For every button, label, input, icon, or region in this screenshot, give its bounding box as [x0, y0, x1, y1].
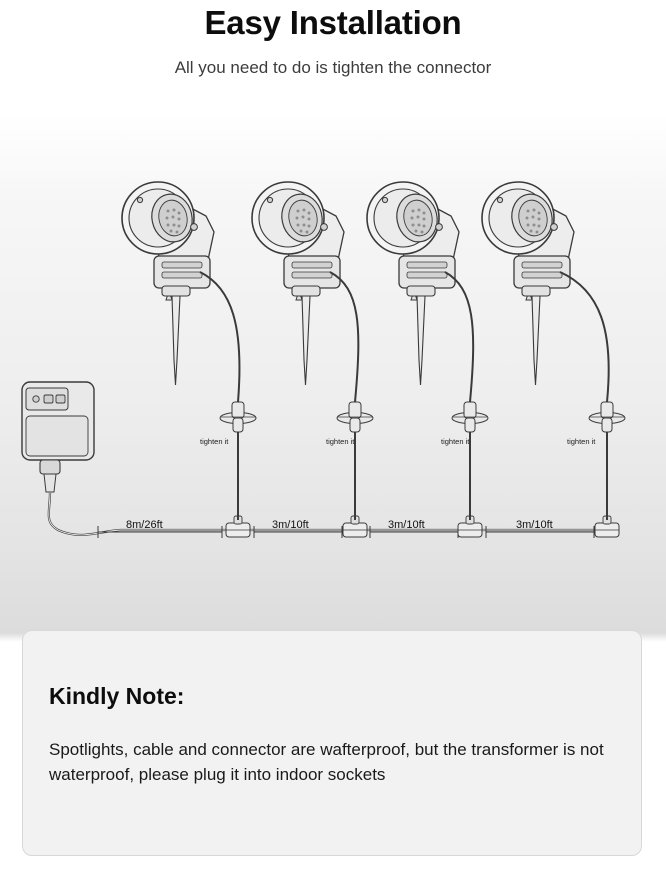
- waterproof-connector-2: [337, 402, 373, 432]
- note-title: Kindly Note:: [49, 683, 185, 709]
- waterproof-connector-1: [220, 402, 256, 432]
- distance-label-1: 8m/26ft: [126, 519, 163, 531]
- connector-label-2: tighten it: [326, 437, 355, 446]
- kindly-note-box: [22, 630, 642, 856]
- spotlight-3: [367, 182, 459, 385]
- distance-label-2: 3m/10ft: [272, 519, 309, 531]
- pigtail-cable-2: [330, 272, 358, 402]
- spotlight-4: [482, 182, 574, 385]
- connector-label-3: tighten it: [441, 437, 470, 446]
- page-title: Easy Installation: [204, 4, 462, 41]
- connector-label-4: tighten it: [567, 437, 596, 446]
- spotlight-2: [252, 182, 344, 385]
- pigtail-cable-4: [560, 272, 609, 402]
- connector-label-1: tighten it: [200, 437, 229, 446]
- spotlight-1: [122, 182, 214, 385]
- distance-label-3: 3m/10ft: [388, 519, 425, 531]
- transformer: [22, 382, 94, 492]
- page-subtitle: All you need to do is tighten the connector: [174, 58, 492, 77]
- pigtail-cable-3: [445, 272, 473, 402]
- distance-label-4: 3m/10ft: [516, 519, 553, 531]
- header: [0, 0, 666, 78]
- waterproof-connector-3: [452, 402, 488, 432]
- installation-diagram: [0, 120, 666, 620]
- pigtail-cable-1: [200, 272, 239, 402]
- note-body: Spotlights, cable and connector are wafterproof, but the transformer is not waterproof, please plug it into indoor sockets: [49, 740, 604, 784]
- waterproof-connector-4: [589, 402, 625, 432]
